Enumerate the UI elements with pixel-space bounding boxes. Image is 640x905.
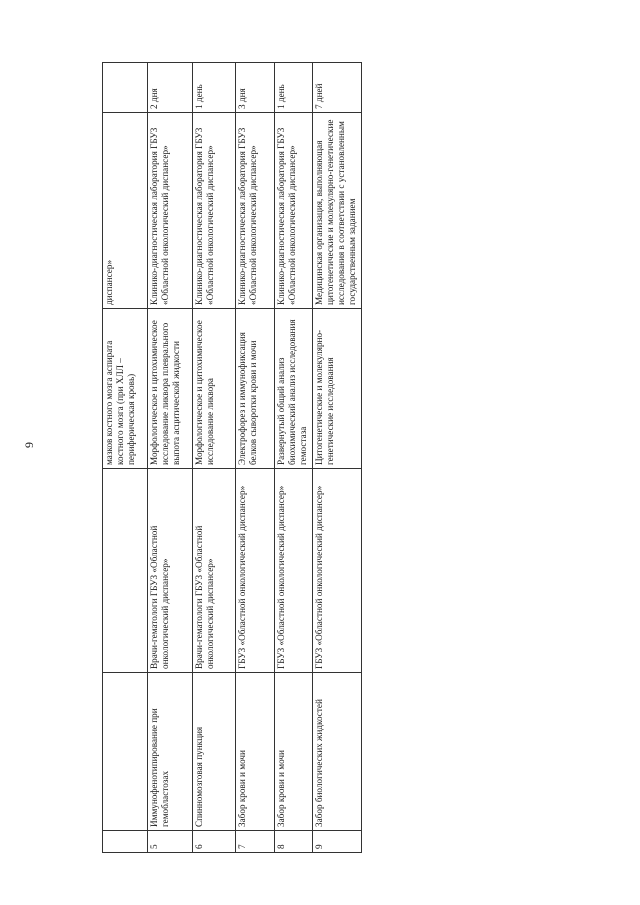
cell-procedure: Забор крови и мочи — [275, 673, 313, 831]
cell-study: Электрофорез и иммунофиксация белков сыворотки крови и мочи — [236, 309, 275, 469]
cell-number — [103, 831, 148, 853]
table-row-continuation — [103, 63, 148, 853]
table-row — [148, 63, 193, 853]
cell-term: 3 дня — [236, 63, 275, 113]
cell-performer: Врачи-гематологи ГБУЗ «Областной онкологический диспансер» — [193, 469, 236, 673]
cell-study: мазков костного мозга аспирата костного мозга (при ХЛЛ – периферическая кровь) — [103, 309, 148, 469]
table-row — [275, 63, 313, 853]
cell-performer: ГБУЗ «Областной онкологический диспансер» — [313, 469, 362, 673]
cell-performer: Врачи-гематологи ГБУЗ «Областной онкологический диспансер» — [148, 469, 193, 673]
cell-performer — [103, 469, 148, 673]
cell-procedure: Забор крови и мочи — [236, 673, 275, 831]
cell-performer: ГБУЗ «Областной онкологический диспансер» — [236, 469, 275, 673]
cell-number: 6 — [193, 831, 236, 853]
table-row — [236, 63, 275, 853]
table-row — [193, 63, 236, 853]
cell-number: 9 — [313, 831, 362, 853]
cell-term: 1 день — [193, 63, 236, 113]
page-number: 9 — [22, 442, 36, 448]
cell-lab: Клинико-диагностическая лаборатория ГБУЗ «Областной онкологический диспансер» — [148, 113, 193, 309]
cell-procedure — [103, 673, 148, 831]
cell-term: 1 день — [275, 63, 313, 113]
cell-study: Морфологическое и цитохимическое исследование ликвора — [193, 309, 236, 469]
cell-procedure: Спинномозговая пункция — [193, 673, 236, 831]
cell-term — [103, 63, 148, 113]
cell-number: 7 — [236, 831, 275, 853]
cell-lab: Медицинская организация, выполняющая цитогенетические и молекулярно-генетические исследования в соответствии с установленным государственным заданием — [313, 113, 362, 309]
cell-lab: Клинико-диагностическая лаборатория ГБУЗ «Областной онкологический диспансер» — [236, 113, 275, 309]
cell-performer: ГБУЗ «Областной онкологический диспансер» — [275, 469, 313, 673]
cell-lab: Клинико-диагностическая лаборатория ГБУЗ «Областной онкологический диспансер» — [193, 113, 236, 309]
cell-lab: диспансер» — [103, 113, 148, 309]
cell-study: Морфологическое и цитохимическое исследование ликвора плеврального выпота асцитической жидкости — [148, 309, 193, 469]
document-table — [102, 62, 362, 853]
cell-number: 8 — [275, 831, 313, 853]
cell-study: Цитогенетические и молекулярно-генетические исследования — [313, 309, 362, 469]
cell-number: 5 — [148, 831, 193, 853]
cell-procedure: Иммунофенотипирование при гемобластозах — [148, 673, 193, 831]
table-row — [313, 63, 362, 853]
cell-lab: Клинико-диагностическая лаборатория ГБУЗ «Областной онкологический диспансер» — [275, 113, 313, 309]
rotated-table-wrapper — [102, 63, 357, 853]
cell-procedure: Забор биологических жидкостей — [313, 673, 362, 831]
cell-term: 2 дня — [148, 63, 193, 113]
cell-study: Развернутый общий анализ биохимический анализ исследования гемостаза — [275, 309, 313, 469]
cell-term: 7 дней — [313, 63, 362, 113]
